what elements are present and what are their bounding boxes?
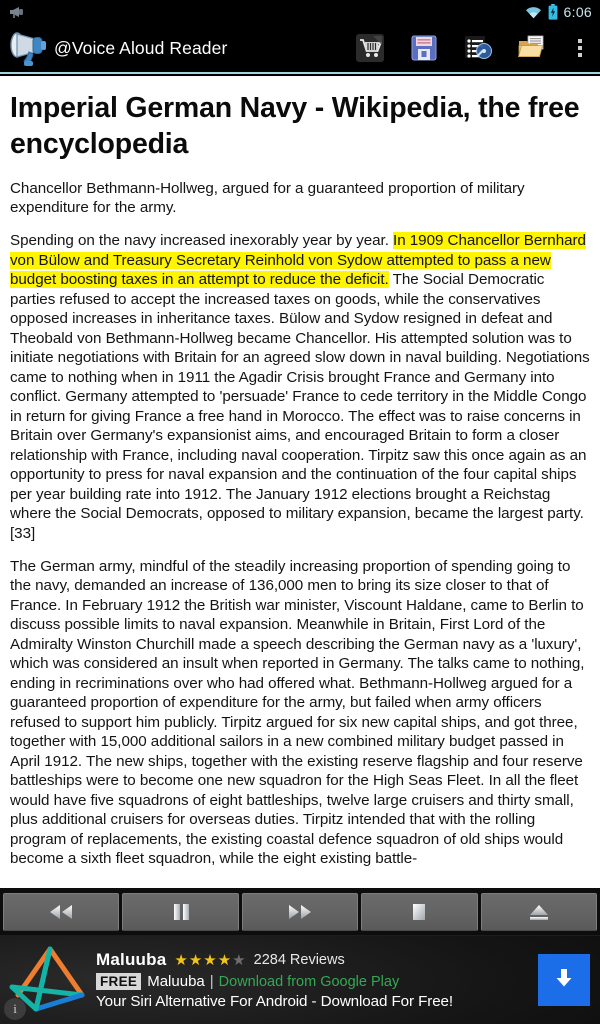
star-empty-icon: ★ — [232, 951, 246, 969]
ad-store-link[interactable]: Download from Google Play — [218, 973, 400, 990]
folder-open-icon[interactable] — [514, 30, 550, 66]
ad-tagline-row — [96, 993, 530, 1010]
action-bar — [0, 24, 600, 72]
star-filled-icon: ★ — [174, 951, 188, 969]
ad-separator: | — [209, 973, 214, 990]
ad-meta-row — [96, 973, 530, 990]
star-filled-icon: ★ — [217, 951, 232, 969]
rewind-button[interactable] — [3, 893, 119, 931]
paragraph-text-pre: Spending on the navy increased inexorably year by year. — [10, 232, 394, 249]
paragraph-1 — [10, 179, 590, 218]
forward-button[interactable] — [242, 893, 358, 931]
ad-download-button[interactable] — [538, 954, 590, 1006]
megaphone-logo-icon — [4, 28, 56, 68]
ad-headline-row — [96, 950, 530, 970]
app-title: @Voice Aloud Reader — [54, 37, 228, 58]
status-bar-notifications — [8, 5, 28, 19]
ad-info-badge[interactable]: i — [4, 998, 26, 1020]
star-filled-icon: ★ — [188, 951, 203, 969]
eject-button[interactable] — [481, 893, 597, 931]
shopping-cart-icon[interactable] — [352, 30, 388, 66]
paragraph-2 — [10, 231, 590, 544]
overflow-dot — [578, 46, 582, 50]
status-bar-indicators — [525, 4, 592, 20]
ad-advertiser: Maluuba — [147, 973, 205, 990]
star-filled-icon: ★ — [203, 951, 217, 969]
pause-button[interactable] — [122, 893, 238, 931]
action-bar-buttons — [352, 30, 594, 66]
paragraph-text: Chancellor Bethmann-Hollweg, argued for a guaranteed proportion of military expenditure for the army. — [10, 179, 525, 217]
overflow-dot — [578, 53, 582, 57]
status-bar-clock: 6:06 — [563, 4, 592, 20]
page-title: Imperial German Navy - Wikipedia, the free encyclopedia — [10, 92, 580, 161]
floppy-disk-icon[interactable] — [406, 30, 442, 66]
stop-button[interactable] — [361, 893, 477, 931]
ad-price-badge: FREE — [96, 973, 141, 990]
overflow-menu-button[interactable] — [568, 30, 592, 66]
overflow-dot — [578, 39, 582, 43]
wifi-icon — [525, 5, 542, 19]
status-bar — [0, 0, 600, 24]
ad-banner[interactable] — [0, 935, 600, 1024]
ad-tagline: Your Siri Alternative For Android - Download For Free! — [96, 993, 454, 1010]
action-bar-divider — [0, 72, 600, 74]
paragraph-text: The German army, mindful of the steadily increasing proportion of spending going to the navy, demanded an increase of 136,000 men to bring its size closer to that of France. In February 1912 the British war minister, Viscount Haldane, came to Berlin to discuss possible limits to naval expansion. Meanwhile in Britain, First Lord of the Admiralty Winston Churchill made a speech describing the German navy as a 'luxury', which was considered an insult when reported in Germany. The talks came to nothing, ending in recriminations over who had offered what. Bethmann-Hollweg argued for a guaranteed proportion of expenditure for the army, but failed when army officers refused to support him publicly. Tirpitz argued for six new capital ships, and got three, together with 15,000 additional sailors in a new combined military budget passed in April 1912. The new ships, together with the existing reserve flagship and four reserve battleships were to become one new squadron for the High Seas Fleet. In all the fleet would have five squadrons of eight battleships, twelve large cruisers and thirty small, plus additional cruisers for overseas duties. Tirpitz intended that with the rolling program of replacements, the existing coastal defence squadron of old ships would become a sixth fleet squadron, while the eight existing battle- — [10, 557, 585, 868]
document-view[interactable] — [0, 76, 600, 888]
paragraph-text-post: The Social Democratic parties refused to accept the increased taxes on goods, while the conservatives opposed increases in inheritance taxes. Bülow and Sydow resigned in defeat and Theobald von Bethmann-Hollweg became Chancellor. His attempted solution was to initiate negotiations with Britain for an agreed slow down in naval building. Negotiations came to nothing when in 1911 the Agadir Crisis brought France and Germany into conflict. Germany attempted to 'persuade' France to cede territory in the Middle Congo in return for giving France a free hand in Morocco. The effect was to raise concerns in Britain over Germany's expansionist aims, and encouraged Britain to form a closer relationship with France, including naval cooperation. Tirpitz saw this once again as an opportunity to press for naval expansion and the continuation of the four capital ships per year building rate into 1912. The January 1912 elections brought a Reichstag where the Social Democrats, opposed to military expansion, became the largest party.[33] — [10, 271, 590, 542]
ad-text-block — [96, 950, 530, 1010]
playlist-icon[interactable] — [460, 30, 496, 66]
ad-review-count: 2284 Reviews — [253, 952, 345, 968]
megaphone-icon — [8, 5, 28, 19]
media-control-bar — [0, 888, 600, 935]
ad-app-title: Maluuba — [96, 950, 167, 969]
ad-star-rating — [174, 953, 245, 968]
paragraph-3 — [10, 557, 590, 870]
download-arrow-icon — [551, 965, 577, 996]
battery-charging-icon — [548, 4, 558, 20]
highlighted-text[interactable]: In 1909 Chancellor Bernhard von Bülow and Treasury Secretary Reinhold von Sydow attempted to pass a new budget boosting taxes in an attempt to reduce the deficit. — [10, 232, 586, 289]
